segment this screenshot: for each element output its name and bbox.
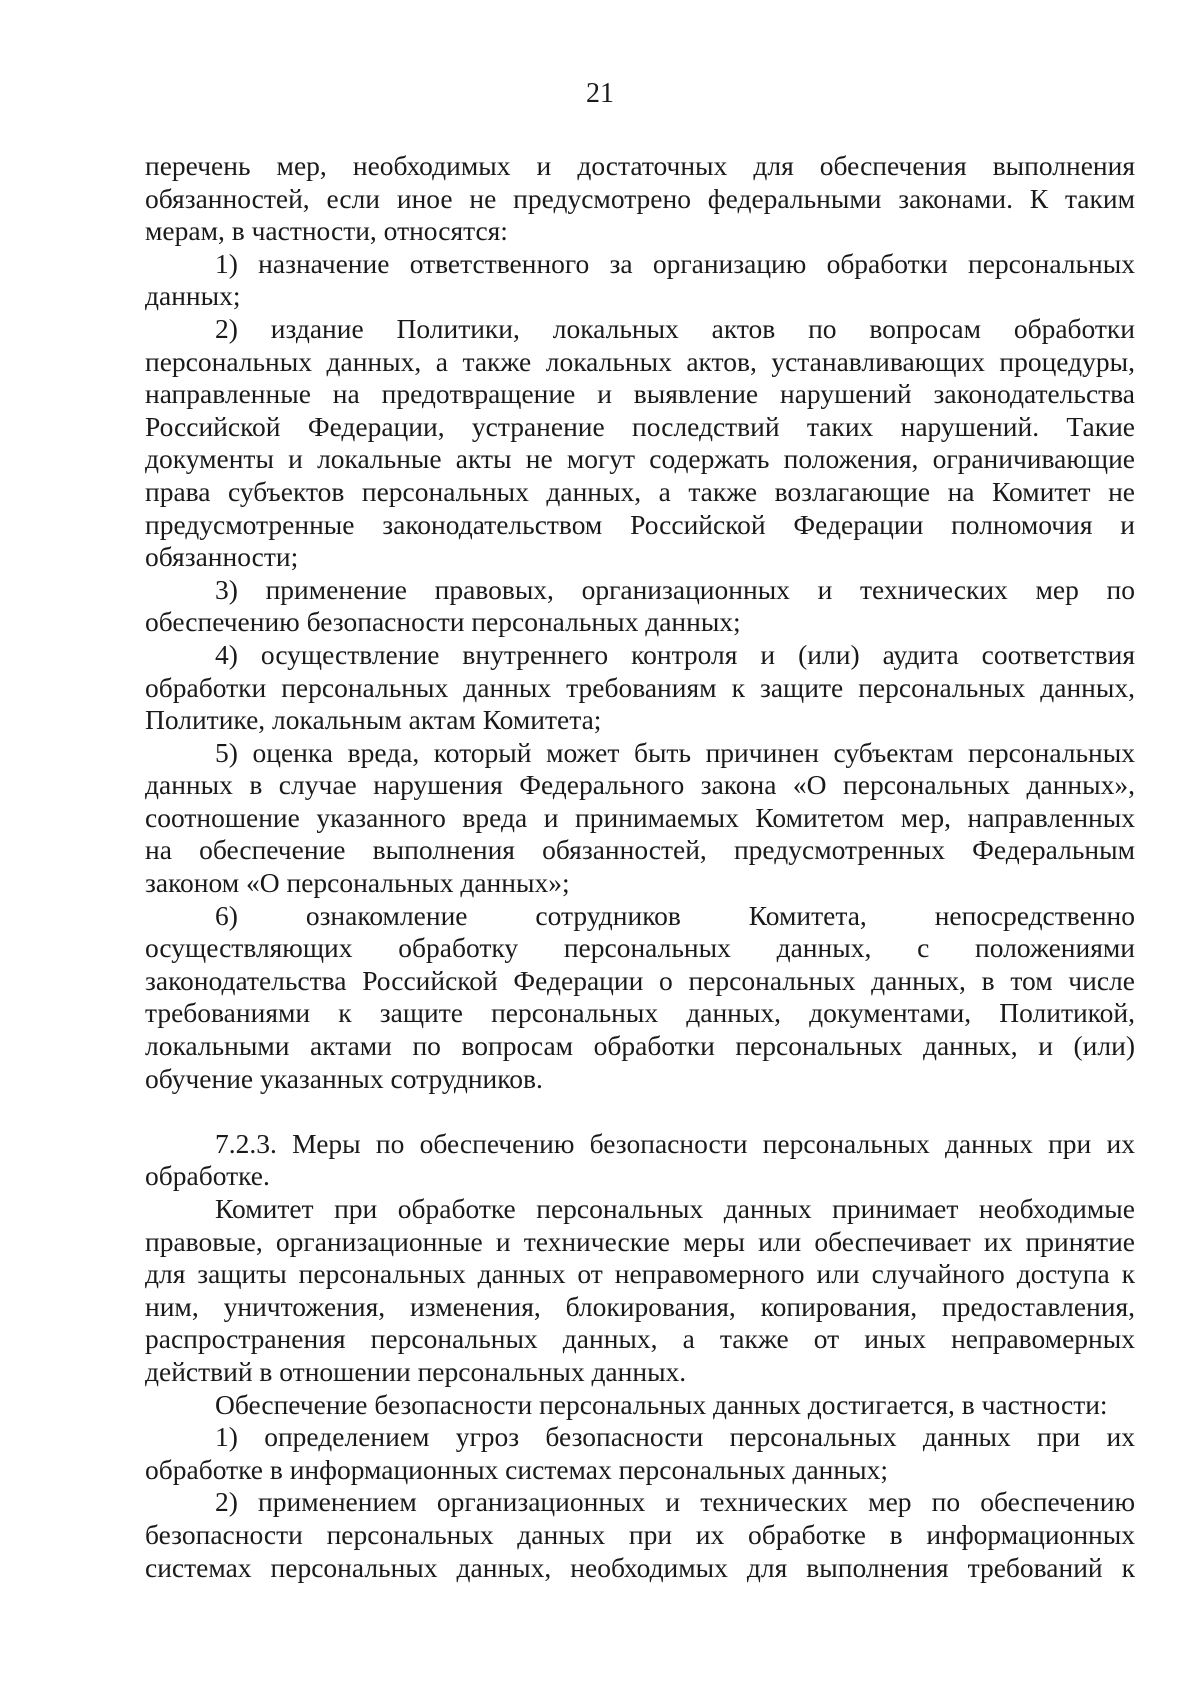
text-line: направленные на предотвращение и выявление нарушений законодательства — [145, 378, 1135, 410]
text-line: 1) назначение ответственного за организацию обработки персональных — [215, 247, 1135, 279]
text-line: 1) определением угроз безопасности персональных данных при их — [215, 1421, 1135, 1453]
text-line: документы и локальные акты не могут содержать положения, ограничивающие — [145, 443, 1135, 475]
text-line: данных; — [145, 280, 241, 312]
text-line: требованиями к защите персональных данных, документами, Политикой, — [145, 997, 1135, 1029]
text-line: обеспечению безопасности персональных данных; — [145, 606, 741, 638]
text-line: Комитет при обработке персональных данных принимает необходимые — [215, 1193, 1135, 1224]
text-line: на обеспечение выполнения обязанностей, предусмотренных Федеральным — [145, 834, 1135, 866]
text-line: права субъектов персональных данных, а также возлагающие на Комитет не — [145, 475, 1135, 507]
text-line: 7.2.3. Меры по обеспечению безопасности персональных данных при их — [215, 1127, 1135, 1159]
paragraph-spacer — [145, 1095, 1135, 1128]
text-line: законом «О персональных данных»; — [145, 867, 570, 899]
text-line: обработке в информационных системах персональных данных; — [145, 1453, 888, 1485]
text-line: 5) оценка вреда, который может быть причинен субъектам персональных — [215, 736, 1135, 768]
paragraph — [145, 248, 1135, 313]
text-line: ним, уничтожения, изменения, блокирования, копирования, предоставления, — [145, 1290, 1135, 1322]
text-line: мерам, в частности, относятся: — [145, 215, 508, 247]
text-line: 3) применение правовых, организационных и технических мер по — [215, 573, 1135, 605]
text-line: обязанности; — [145, 541, 299, 573]
paragraph — [145, 150, 1135, 248]
text-line: осуществляющих обработку персональных данных, с положениями — [145, 932, 1135, 964]
paragraph — [145, 313, 1135, 574]
text-line: Обеспечение безопасности персональных данных достигается, в частности: — [215, 1388, 1108, 1420]
text-line: обучение указанных сотрудников. — [145, 1062, 543, 1094]
text-line: системах персональных данных, необходимых для выполнения требований к — [145, 1551, 1135, 1583]
text-line: обработки персональных данных требованиям к защите персональных данных, — [145, 671, 1135, 703]
text-line: Российской Федерации, устранение последствий таких нарушений. Такие — [145, 410, 1135, 442]
text-line: 4) осуществление внутреннего контроля и (или) аудита соответствия — [215, 638, 1135, 670]
paragraph — [145, 1128, 1135, 1193]
paragraph — [145, 737, 1135, 900]
text-line: локальными актами по вопросам обработки персональных данных, и (или) — [145, 1030, 1135, 1062]
text-line: для защиты персональных данных от неправомерного или случайного доступа к — [145, 1258, 1135, 1290]
text-line: предусмотренные законодательством Российской Федерации полномочия и — [145, 508, 1135, 540]
text-line: законодательства Российской Федерации о персональных данных, в том числе — [145, 964, 1135, 996]
text-line: Политике, локальным актам Комитета; — [145, 704, 602, 736]
text-line: 6) ознакомление сотрудников Комитета, непосредственно — [215, 899, 1135, 931]
paragraph — [145, 900, 1135, 1096]
text-line: безопасности персональных данных при их обработке в информационных — [145, 1518, 1135, 1550]
document-body — [145, 150, 1135, 1584]
text-line: персональных данных, а также локальных актов, устанавливающих процедуры, — [145, 345, 1135, 377]
text-line: обработке. — [145, 1160, 270, 1192]
text-line: 2) издание Политики, локальных актов по вопросам обработки — [215, 312, 1135, 344]
paragraph — [145, 1193, 1135, 1389]
paragraph — [145, 1421, 1135, 1486]
text-line: правовые, организационные и технические меры или обеспечивает их принятие — [145, 1225, 1135, 1257]
paragraph — [145, 639, 1135, 737]
text-line: распространения персональных данных, а также от иных неправомерных — [145, 1323, 1135, 1355]
paragraph — [145, 574, 1135, 639]
text-line: действий в отношении персональных данных. — [145, 1355, 687, 1387]
text-line: обязанностей, если иное не предусмотрено федеральными законами. К таким — [145, 182, 1135, 214]
text-line: соотношение указанного вреда и принимаемых Комитетом мер, направленных — [145, 801, 1135, 833]
page-number: 21 — [586, 78, 614, 109]
text-line: данных в случае нарушения Федерального закона «О персональных данных», — [145, 769, 1135, 801]
text-line: перечень мер, необходимых и достаточных для обеспечения выполнения — [145, 150, 1135, 181]
text-line: 2) применением организационных и технических мер по обеспечению — [215, 1486, 1135, 1518]
paragraph — [145, 1486, 1135, 1584]
paragraph — [145, 1389, 1135, 1422]
